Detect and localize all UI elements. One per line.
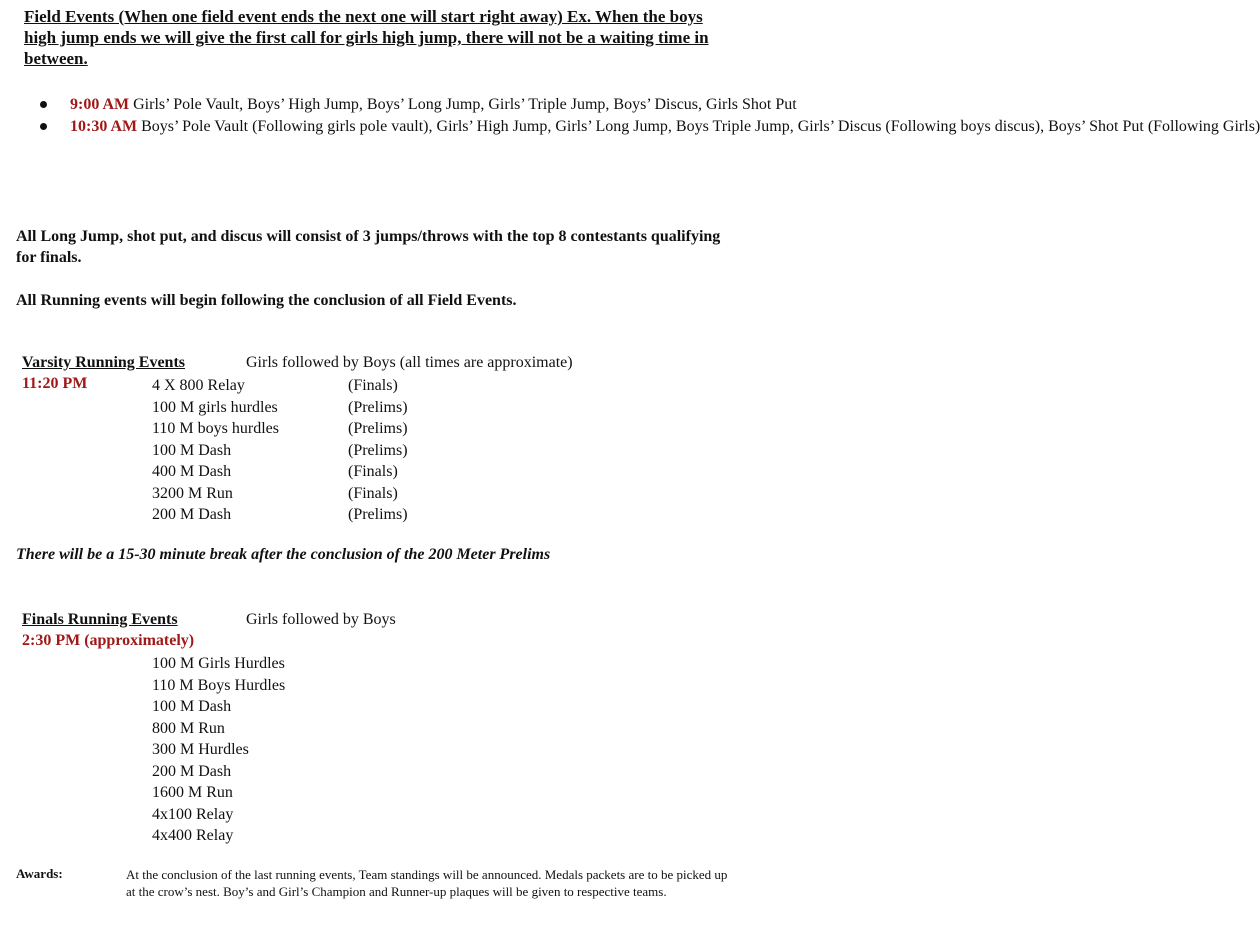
field-event-text: Girls’ Pole Vault, Boys’ High Jump, Boys’ Long Jump, Girls’ Triple Jump, Boys’ Discus, Girls Shot Put (129, 96, 797, 113)
finals-title: Finals Running Events (22, 611, 178, 628)
varsity-subtitle: Girls followed by Boys (all times are approximate) (246, 354, 573, 371)
field-events-heading: Field Events (When one field event ends the next one will start right away) Ex. When the boys high jump ends we will give the first call for girls high jump, there will not be a waiting time in between. (24, 7, 709, 68)
varsity-event-list (152, 375, 279, 526)
varsity-event-name: 100 M Dash (152, 441, 232, 459)
qualifying-note: All Long Jump, shot put, and discus will consist of 3 jumps/throws with the top 8 contestants qualifying for finals. (16, 228, 721, 266)
field-event-time: 9:00 AM (70, 96, 130, 113)
running-start-note: All Running events will begin following the conclusion of all Field Events. (16, 292, 517, 309)
varsity-event-round: (Prelims) (348, 506, 408, 523)
finals-event-name: 100 M Dash (152, 698, 232, 715)
varsity-event-name: 400 M Dash (152, 463, 232, 480)
varsity-title: Varsity Running Events (22, 354, 186, 371)
finals-event-name: 200 M Dash (152, 762, 232, 780)
varsity-event-round: (Prelims) (348, 420, 408, 437)
awards-label: Awards: (16, 866, 63, 881)
field-event-item (40, 116, 1260, 137)
varsity-event-name: 3200 M Run (152, 484, 233, 502)
field-events-list (40, 94, 1260, 138)
varsity-event-round: (Finals) (348, 463, 398, 480)
awards-text: At the conclusion of the last running events, Team standings will be announced. Medals packets are to be picked up at the crow’s nest. Boy’s and Girl’s Champion and Runner-up plaques will be given to respective teams. (126, 867, 728, 899)
finals-event-name: 100 M Girls Hurdles (152, 655, 285, 672)
varsity-event-name: 200 M Dash (152, 506, 232, 523)
field-event-item (40, 94, 797, 115)
finals-event-name: 4x100 Relay (152, 805, 234, 823)
varsity-round-list (348, 375, 408, 526)
finals-event-name: 110 M Boys Hurdles (152, 676, 286, 694)
finals-event-name: 300 M Hurdles (152, 741, 249, 758)
finals-subtitle: Girls followed by Boys (246, 611, 396, 628)
varsity-event-name: 100 M girls hurdles (152, 398, 278, 416)
finals-event-name: 800 M Run (152, 719, 225, 737)
varsity-event-round: (Finals) (348, 484, 398, 502)
field-event-time: 10:30 AM (70, 118, 138, 135)
finals-time: 2:30 PM (approximately) (22, 632, 195, 649)
break-note: There will be a 15-30 minute break after the conclusion of the 200 Meter Prelims (16, 546, 551, 563)
field-event-text: Boys’ Pole Vault (Following girls pole vault), Girls’ High Jump, Girls’ Long Jump, Boys Triple Jump, Girls’ Discus (Following boys discus), Boys’ Shot Put (Following Girls) (137, 118, 1260, 135)
finals-event-name: 1600 M Run (152, 784, 233, 801)
varsity-time: 11:20 PM (22, 375, 88, 392)
finals-event-name: 4x400 Relay (152, 827, 234, 844)
finals-event-list (152, 653, 285, 847)
varsity-event-round: (Prelims) (348, 441, 408, 459)
varsity-event-name: 110 M boys hurdles (152, 420, 279, 437)
varsity-event-round: (Prelims) (348, 398, 408, 416)
varsity-event-round: (Finals) (348, 377, 398, 394)
varsity-event-name: 4 X 800 Relay (152, 377, 245, 394)
